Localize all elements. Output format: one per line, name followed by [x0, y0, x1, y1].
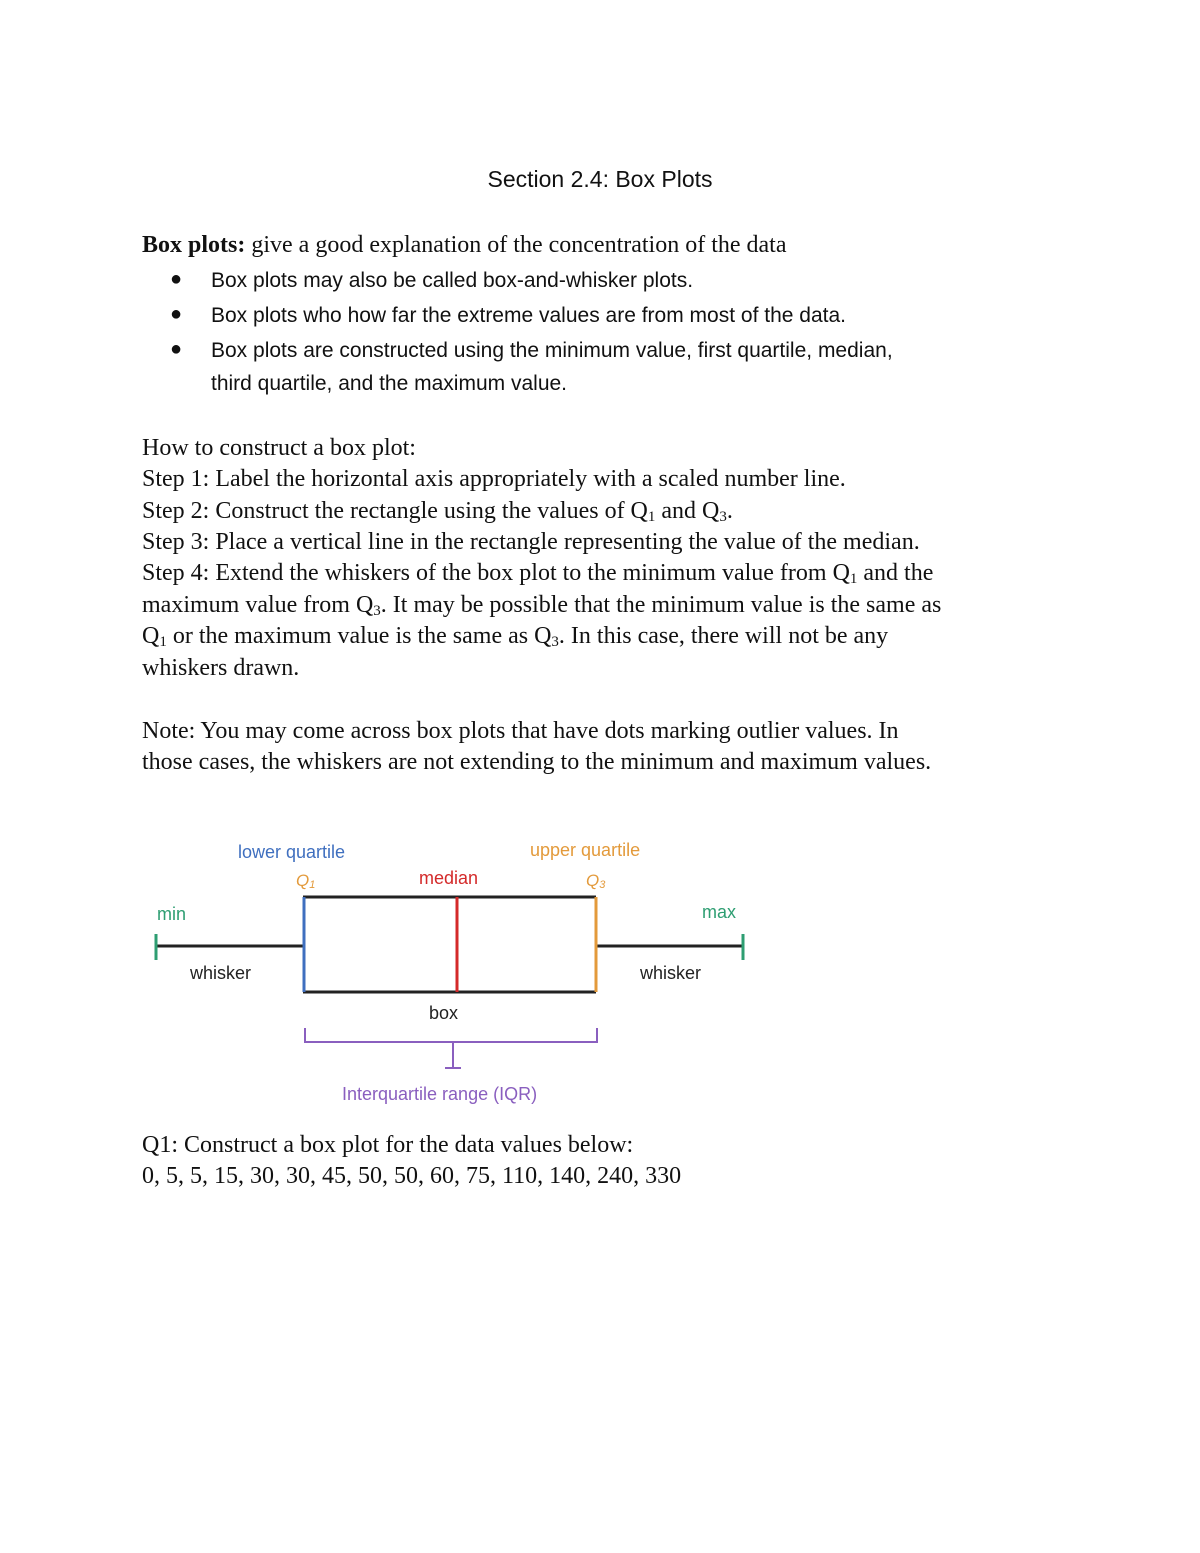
box-label: box	[429, 1003, 459, 1023]
q1-label: Q1	[296, 871, 316, 891]
step-4-continuation: whiskers drawn.	[142, 655, 300, 681]
definition-line	[142, 232, 787, 259]
bullet-icon: ●	[170, 303, 183, 325]
definition-term: Box plots:	[142, 232, 246, 258]
bullet-item-continuation: third quartile, and the maximum value.	[211, 372, 568, 395]
max-label: max	[702, 902, 737, 922]
note-line: those cases, the whiskers are not extending to the minimum and maximum values.	[142, 749, 932, 775]
iqr-bracket	[305, 1028, 597, 1068]
iqr-label: Interquartile range (IQR)	[342, 1084, 538, 1104]
min-label: min	[157, 904, 187, 924]
lower-quartile-label: lower quartile	[238, 842, 346, 862]
box-plot-diagram	[140, 830, 760, 1120]
definition-text: give a good explanation of the concentration of the data	[245, 232, 787, 258]
step-1: Step 1: Label the horizontal axis appropriately with a scaled number line.	[142, 466, 846, 492]
whisker-label-right: whisker	[640, 963, 702, 983]
question-prompt: Q1: Construct a box plot for the data values below:	[142, 1132, 634, 1158]
whisker-label-left: whisker	[190, 963, 252, 983]
step-4-continuation: maximum value from $Q_3$. It may be possible that the minimum value is the same as	[142, 592, 942, 619]
bullet-icon: ●	[170, 268, 183, 290]
question-values: 0, 5, 5, 15, 30, 30, 45, 50, 50, 60, 75, 110, 140, 240, 330	[142, 1163, 682, 1189]
q3-label: Q3	[586, 871, 606, 891]
bullet-item: Box plots may also be called box-and-whisker plots.	[211, 269, 694, 292]
median-label: median	[419, 868, 479, 888]
bullet-item: Box plots are constructed using the minimum value, first quartile, median,	[211, 339, 893, 362]
note-line: Note: You may come across box plots that have dots marking outlier values. In	[142, 718, 899, 744]
page-title: Section 2.4: Box Plots	[487, 166, 713, 192]
bullet-icon: ●	[170, 338, 183, 360]
step-3: Step 3: Place a vertical line in the rectangle representing the value of the median.	[142, 529, 920, 555]
upper-quartile-label: upper quartile	[530, 840, 641, 860]
construct-heading: How to construct a box plot:	[142, 435, 416, 461]
bullet-item: Box plots who how far the extreme values are from most of the data.	[211, 304, 846, 327]
step-4-continuation: $Q_1$ or the maximum value is the same as $Q_3$. In this case, there will not be any	[142, 623, 889, 650]
step-2: Step 2: Construct the rectangle using the values of $Q_1$ and $Q_3$.	[142, 498, 733, 525]
step-4: Step 4: Extend the whiskers of the box plot to the minimum value from $Q_1$ and the	[142, 560, 934, 587]
